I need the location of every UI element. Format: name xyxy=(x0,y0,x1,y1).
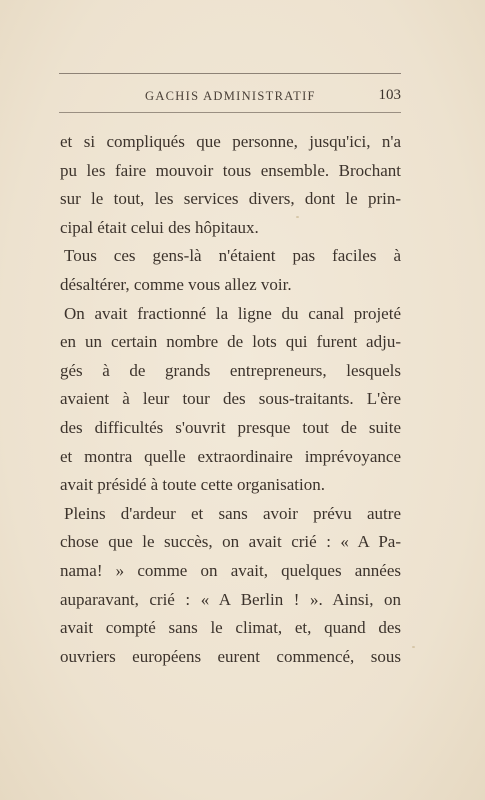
body-text xyxy=(60,128,401,671)
text-line: Pleins d'ardeur et sans avoir prévu autre xyxy=(64,503,401,523)
paper-speck xyxy=(412,646,415,648)
text-line: On avait fractionné la ligne du canal projeté xyxy=(64,303,401,323)
text-line: ouvriers européens eurent commencé, sous xyxy=(60,646,401,666)
text-line: chose que le succès, on avait crié : « A Pa- xyxy=(60,532,401,552)
text-line: désaltérer, comme vous allez voir. xyxy=(60,274,292,294)
text-line: nama! » comme on avait, quelques années xyxy=(60,560,401,580)
text-line: cipal était celui des hôpitaux. xyxy=(60,217,259,237)
text-line: Tous ces gens-là n'étaient pas faciles à xyxy=(64,246,401,266)
text-line: en un certain nombre de lots qui furent adju- xyxy=(60,332,401,352)
running-title: GACHIS ADMINISTRATIF xyxy=(145,89,316,103)
text-line: et montra quelle extraordinaire imprévoyance xyxy=(60,446,401,466)
paper-speck xyxy=(296,216,299,218)
text-line: auparavant, crié : « A Berlin ! ». Ainsi, on xyxy=(60,589,401,609)
text-line: sur le tout, les services divers, dont le prin- xyxy=(60,189,401,209)
text-line: gés à de grands entrepreneurs, lesquels xyxy=(60,360,401,380)
page-header xyxy=(59,86,401,108)
text-line: avait présidé à toute cette organisation. xyxy=(60,475,325,495)
text-line: avaient à leur tour des sous-traitants. L'ère xyxy=(60,389,401,409)
header-rule xyxy=(59,112,401,113)
text-line: et si compliqués que personne, jusqu'ici, n'a xyxy=(60,132,401,151)
text-line: avait compté sans le climat, et, quand des xyxy=(60,618,401,638)
text-line: des difficultés s'ouvrit presque tout de suite xyxy=(60,417,401,437)
text-line: pu les faire mouvoir tous ensemble. Brochant xyxy=(60,160,401,180)
top-rule xyxy=(59,73,401,74)
page-number: 103 xyxy=(378,87,401,103)
